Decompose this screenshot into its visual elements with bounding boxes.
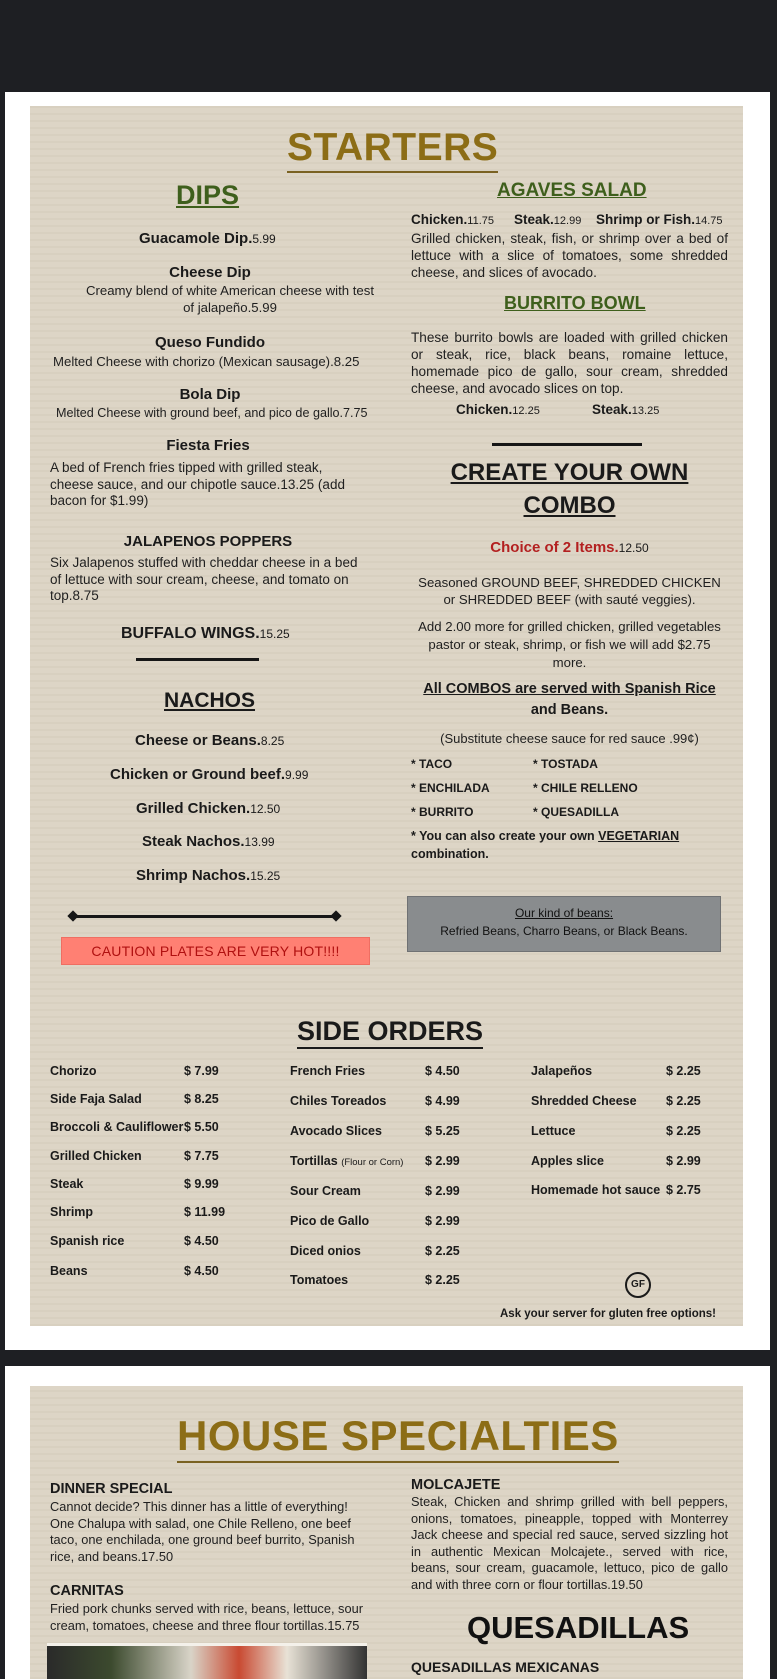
nachos-item: Shrimp Nachos.15.25 — [136, 867, 281, 884]
side-order-price: $ 2.25 — [425, 1244, 460, 1258]
gluten-free-icon: GF — [625, 1272, 651, 1298]
dinner-special-name: DINNER SPECIAL — [50, 1481, 173, 1497]
side-order-price: $ 2.99 — [425, 1154, 460, 1168]
combo-vegetarian: * You can also create your own VEGETARIAN — [411, 829, 680, 843]
side-order-price: $ 11.99 — [184, 1205, 226, 1219]
combo-choice: Choice of 2 Items.12.50 — [490, 539, 649, 556]
burrito-bowl-desc: These burrito bowls are loaded with grilled chicken or steak, rice, black beans, romaine lettuce, homemade pico de gallo, sour cream, shredded cheese, and avocado slices on top. — [411, 330, 728, 396]
molcajete-name: MOLCAJETE — [411, 1477, 501, 1493]
beans-info-box — [407, 896, 721, 952]
agaves-desc: Grilled chicken, steak, fish, or shrimp over a bed of lettuce with a slice of tomatoes, some shredded cheese, and slices of avocado. — [411, 231, 728, 280]
queso-fundido-desc: Melted Cheese with chorizo (Mexican sausage).8.25 — [53, 354, 360, 369]
side-order-price: $ 2.25 — [666, 1064, 701, 1078]
side-orders-heading: SIDE ORDERS — [297, 1016, 483, 1049]
side-order-item: Tomatoes — [290, 1273, 349, 1287]
agaves-salad-heading: AGAVES SALAD — [497, 180, 647, 201]
side-order-item: Spanish rice — [50, 1234, 125, 1248]
side-order-item: Avocado Slices — [290, 1124, 382, 1138]
carnitas-desc: Fried pork chunks served with rice, beans, lettuce, sour cream, tomatoes, cheese and three flour tortillas.15.75 — [50, 1601, 363, 1633]
divider — [492, 443, 642, 446]
combo-served-line2: and Beans. — [530, 702, 609, 718]
side-order-price: $ 2.25 — [666, 1094, 701, 1108]
combo-option: * TACO — [411, 757, 453, 771]
side-order-item: Shredded Cheese — [531, 1094, 637, 1108]
combo-heading-line2: COMBO — [523, 492, 616, 519]
divider — [136, 658, 259, 661]
combo-option: * QUESADILLA — [533, 805, 620, 819]
combo-substitute: (Substitute cheese sauce for red sauce .99¢) — [440, 731, 699, 746]
combo-served-line1: All COMBOS are served with Spanish Rice — [423, 681, 716, 697]
house-specialties-title: HOUSE SPECIALTIES — [177, 1412, 619, 1463]
burrito-bowl-chicken: Chicken.12.25 — [456, 402, 540, 417]
side-order-price: $ 7.75 — [184, 1149, 219, 1163]
dinner-special-desc: Cannot decide? This dinner has a little of everything! One Chalupa with salad, one Chile Relleno, one beef taco, one enchilada, one ground beef burrito, Spanish rice, and beans.17.50 — [50, 1499, 355, 1564]
combo-add-more: Add 2.00 more for grilled chicken, grilled vegetables pastor or steak, shrimp, or fish we will add $2.75 more. — [418, 619, 721, 670]
burrito-bowl-steak: Steak.13.25 — [592, 402, 660, 417]
arrow-divider — [72, 915, 335, 918]
side-order-price: $ 4.50 — [184, 1234, 219, 1248]
starters-title: STARTERS — [287, 126, 498, 173]
fiesta-fries-desc: A bed of French fries tipped with grilled steak, cheese sauce, and our chipotle sauce.13.25 (add bacon for $1.99) — [50, 460, 345, 508]
side-order-item: Chorizo — [50, 1064, 97, 1078]
fiesta-fries-name: Fiesta Fries — [166, 437, 250, 454]
side-order-price: $ 2.75 — [666, 1183, 701, 1197]
side-order-item: Diced onios — [290, 1244, 361, 1258]
cheese-dip-name: Cheese Dip — [169, 264, 251, 281]
carnitas-name: CARNITAS — [50, 1583, 124, 1599]
side-order-price: $ 7.99 — [184, 1064, 219, 1078]
agaves-chicken: Chicken.11.75 — [411, 212, 494, 227]
agaves-shrimp: Shrimp or Fish.14.75 — [596, 212, 723, 227]
combo-vegetarian-line2: combination. — [411, 847, 489, 861]
nachos-item: Grilled Chicken.12.50 — [136, 800, 281, 817]
caution-banner: CAUTION PLATES ARE VERY HOT!!!! — [61, 937, 370, 965]
queso-fundido-name: Queso Fundido — [155, 334, 265, 351]
side-order-item: Sour Cream — [290, 1184, 361, 1198]
quesadillas-mexicanas: QUESADILLAS MEXICANAS — [411, 1659, 600, 1675]
side-order-item: Grilled Chicken — [50, 1149, 142, 1163]
side-order-price: $ 4.99 — [425, 1094, 460, 1108]
side-order-item: Shrimp — [50, 1205, 94, 1219]
buffalo-wings: BUFFALO WINGS.15.25 — [121, 625, 290, 642]
side-order-item: Apples slice — [531, 1154, 604, 1168]
side-order-item: Lettuce — [531, 1124, 576, 1138]
side-order-price: $ 2.99 — [666, 1154, 701, 1168]
combo-option: * CHILE RELLENO — [533, 781, 638, 795]
side-order-item: French Fries — [290, 1064, 366, 1078]
side-order-item: Pico de Gallo — [290, 1214, 370, 1228]
side-order-item: Tortillas (Flour or Corn) — [290, 1154, 404, 1168]
bola-dip-desc: Melted Cheese with ground beef, and pico de gallo.7.75 — [56, 406, 368, 420]
beans-box-text: Refried Beans, Charro Beans, or Black Beans. — [440, 924, 688, 938]
side-order-price: $ 2.25 — [666, 1124, 701, 1138]
nachos-item: Steak Nachos.13.99 — [142, 833, 275, 850]
nachos-heading: NACHOS — [164, 689, 256, 712]
agaves-steak: Steak.12.99 — [514, 212, 582, 227]
combo-option: * ENCHILADA — [411, 781, 490, 795]
burrito-bowl-heading: BURRITO BOWL — [504, 293, 646, 313]
side-order-price: $ 4.50 — [425, 1064, 460, 1078]
combo-option: * BURRITO — [411, 805, 474, 819]
side-order-item: Jalapeños — [531, 1064, 593, 1078]
cheese-dip-desc: Creamy blend of white American cheese with test of jalapeño.5.99 — [85, 283, 375, 315]
gluten-free-note: Ask your server for gluten free options! — [500, 1308, 716, 1320]
side-order-item: Homemade hot sauce — [531, 1183, 661, 1197]
side-order-item: Side Faja Salad — [50, 1092, 142, 1106]
side-order-price: $ 2.99 — [425, 1214, 460, 1228]
nachos-item: Chicken or Ground beef.9.99 — [110, 766, 309, 783]
beans-box-title: Our kind of beans: — [514, 906, 614, 920]
side-order-item: Steak — [50, 1177, 84, 1191]
combo-heading-line1: CREATE YOUR OWN — [450, 459, 689, 486]
molcajete-desc: Steak, Chicken and shrimp grilled with bell peppers, onions, tomatoes, pineapple, topped with Monterrey Jack cheese and special red sauce, served sizzling hot in authentic Mexican Molcajete., served with rice, beans, sour cream, guacamole, lettuco, pico de gallo and with three corn or flour tortillas.19.50 — [411, 1494, 728, 1592]
food-photo — [47, 1643, 367, 1679]
side-order-price: $ 5.25 — [425, 1124, 460, 1138]
side-order-price: $ 2.99 — [425, 1184, 460, 1198]
bola-dip-name: Bola Dip — [179, 386, 241, 403]
side-order-price: $ 8.25 — [184, 1092, 219, 1106]
jalapenos-poppers-desc: Six Jalapenos stuffed with cheddar cheese in a bed of lettuce with sour cream, cheese, and tomato on top.8.75 — [50, 555, 358, 603]
side-order-item: Chiles Toreados — [290, 1094, 387, 1108]
jalapenos-poppers-name: JALAPENOS POPPERS — [123, 533, 293, 550]
side-order-price: $ 5.50 — [184, 1120, 219, 1134]
side-order-price: $ 4.50 — [184, 1264, 219, 1278]
side-order-item: Broccoli & Cauliflower — [50, 1120, 184, 1134]
combo-seasoned: Seasoned GROUND BEEF, SHREDDED CHICKEN or SHREDDED BEEF (with sauté veggies). — [418, 575, 721, 607]
side-order-item: Beans — [50, 1264, 88, 1278]
side-order-price: $ 9.99 — [184, 1177, 219, 1191]
dips-heading: DIPS — [176, 180, 240, 210]
quesadillas-heading: QUESADILLAS — [467, 1610, 690, 1645]
side-order-price: $ 2.25 — [425, 1273, 460, 1287]
nachos-item: Cheese or Beans.8.25 — [135, 732, 285, 749]
guacamole-dip: Guacamole Dip.5.99 — [139, 230, 276, 247]
combo-option: * TOSTADA — [533, 757, 598, 771]
